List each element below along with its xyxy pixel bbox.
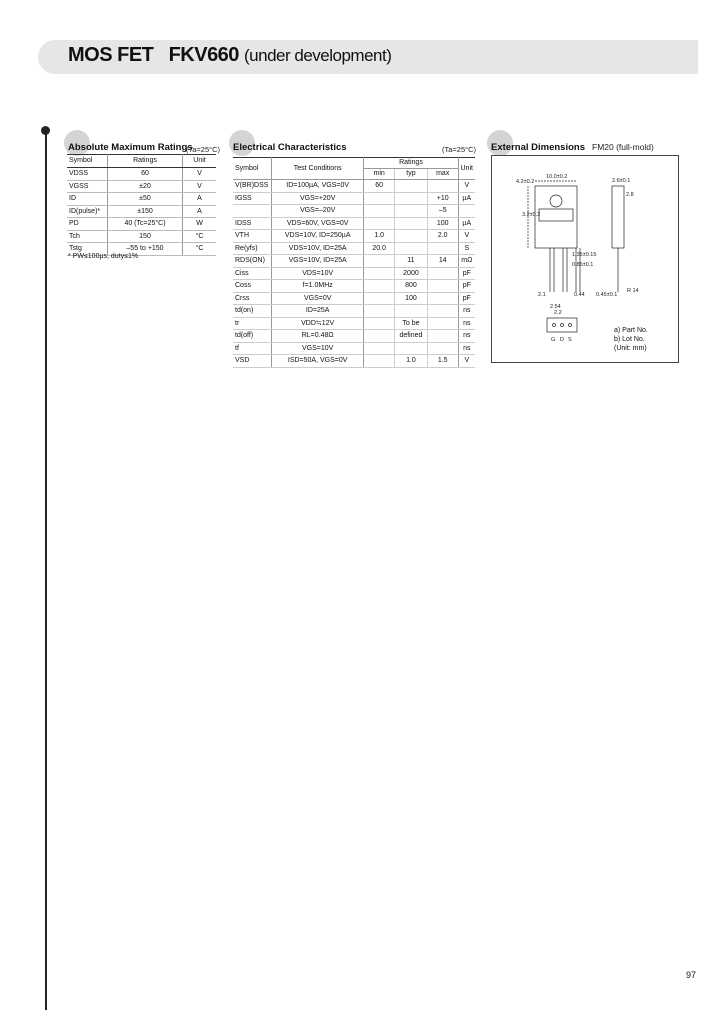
- dim-2-1: 2.1: [538, 292, 546, 298]
- ec-max: [427, 242, 458, 255]
- ec-test-condition: VGS=0V: [271, 292, 363, 305]
- ec-header-min: min: [364, 169, 395, 180]
- amr-row: [67, 205, 216, 218]
- ec-typ: 11: [395, 255, 428, 268]
- ec-min: 20.0: [364, 242, 395, 255]
- ec-title: Electrical Characteristics: [233, 142, 347, 153]
- ec-test-condition: VGS=10V, ID=25A: [271, 255, 363, 268]
- mounting-hole: [550, 195, 562, 207]
- amr-row: [67, 230, 216, 243]
- dim-0-45: 0.45±0.1: [596, 292, 618, 298]
- amr-row: [67, 180, 216, 193]
- amr-unit: V: [183, 180, 217, 193]
- pad-g: [553, 324, 556, 327]
- ec-symbol: V(BR)DSS: [233, 180, 271, 193]
- ec-test-condition: VGS=10V: [271, 342, 363, 355]
- dim-pos2: 2.8: [626, 192, 634, 198]
- amr-header-unit: Unit: [183, 155, 217, 168]
- page-title: [68, 44, 391, 67]
- ec-symbol: td(off): [233, 330, 271, 343]
- amr-rating: –55 to +150: [108, 243, 183, 256]
- pin-footprint: [547, 318, 577, 332]
- ec-typ: [395, 305, 428, 318]
- ec-max: [427, 280, 458, 293]
- ec-row: [233, 342, 475, 355]
- ec-symbol: Ciss: [233, 267, 271, 280]
- amr-unit: A: [183, 193, 217, 206]
- amr-symbol: PD: [67, 218, 108, 231]
- ec-test-condition: RL=0.48Ω: [271, 330, 363, 343]
- ec-unit: pF: [458, 292, 475, 305]
- amr-unit: °C: [183, 243, 217, 256]
- ec-min: [364, 330, 395, 343]
- dims-title: External Dimensions: [491, 142, 585, 153]
- dim-1-35: 1.35±0.15: [572, 252, 597, 258]
- ec-unit: S: [458, 242, 475, 255]
- ec-table: [233, 157, 475, 368]
- pad-s: [569, 324, 572, 327]
- ec-test-condition: f=1.0MHz: [271, 280, 363, 293]
- dim-0-85: 0.85±0.1: [572, 262, 594, 268]
- ec-min: [364, 255, 395, 268]
- dims-legend: [614, 326, 648, 353]
- ec-max: –5: [427, 205, 458, 218]
- margin-rule: [45, 130, 47, 1010]
- ec-condition: (Ta=25°C): [442, 145, 477, 154]
- part-number: FKV660: [168, 44, 239, 66]
- amr-footnote: * PW≤100µs, duty≤1%: [68, 253, 139, 260]
- ec-row: [233, 280, 475, 293]
- amr-header-symbol: Symbol: [67, 155, 108, 168]
- ec-symbol: [233, 205, 271, 218]
- ec-max: [427, 342, 458, 355]
- ec-typ: [395, 205, 428, 218]
- ec-test-condition: ID=100µA, VGS=0V: [271, 180, 363, 193]
- ec-header-typ: typ: [395, 169, 428, 180]
- ec-min: [364, 292, 395, 305]
- ec-header-row-1: [233, 158, 475, 169]
- ec-min: [364, 317, 395, 330]
- ec-symbol: IGSS: [233, 192, 271, 205]
- ec-typ: 800: [395, 280, 428, 293]
- ec-symbol: VSD: [233, 355, 271, 368]
- ec-max: [427, 317, 458, 330]
- ec-unit: V: [458, 230, 475, 243]
- ec-max: 2.0: [427, 230, 458, 243]
- ec-row: [233, 242, 475, 255]
- ec-header-max: max: [427, 169, 458, 180]
- amr-symbol: VGSS: [67, 180, 108, 193]
- amr-unit: W: [183, 218, 217, 231]
- ec-unit: mΩ: [458, 255, 475, 268]
- ec-max: 1.5: [427, 355, 458, 368]
- ec-test-condition: VGS=–20V: [271, 205, 363, 218]
- page-number: 97: [686, 970, 697, 980]
- title-main: MOS FET: [68, 44, 154, 66]
- ec-max: +10: [427, 192, 458, 205]
- ec-header-test: Test Conditions: [271, 158, 363, 180]
- legend-unit: (Unit: mm): [614, 345, 647, 352]
- dim-h1: 4.2±0.2: [516, 179, 535, 185]
- dim-width: 10.0±0.2: [546, 174, 568, 180]
- dim-hole: 3.2±0.2: [522, 212, 541, 218]
- ec-row: [233, 305, 475, 318]
- amr-row: [67, 168, 216, 181]
- amr-row: [67, 218, 216, 231]
- dim-0-44: 0.44: [574, 292, 585, 298]
- ec-min: 1.0: [364, 230, 395, 243]
- ec-header-ratings: Ratings: [364, 158, 458, 169]
- ec-unit: µA: [458, 217, 475, 230]
- pin-label-d: D: [560, 337, 564, 343]
- ec-max: [427, 330, 458, 343]
- ec-row: [233, 330, 475, 343]
- ec-min: [364, 342, 395, 355]
- dim-2-2: 2.2: [554, 310, 562, 316]
- ec-min: [364, 267, 395, 280]
- ec-test-condition: ID=25A: [271, 305, 363, 318]
- ec-unit: [458, 205, 475, 218]
- ec-test-condition: VDS=10V: [271, 267, 363, 280]
- amr-rating: ±150: [108, 205, 183, 218]
- ec-unit: V: [458, 355, 475, 368]
- ec-symbol: tf: [233, 342, 271, 355]
- ec-row: [233, 230, 475, 243]
- ec-header-symbol: Symbol: [233, 158, 271, 180]
- ec-row: [233, 292, 475, 305]
- ec-typ: defined: [395, 330, 428, 343]
- pin-label-s: S: [568, 337, 572, 343]
- ec-max: [427, 292, 458, 305]
- ec-symbol: RDS(ON): [233, 255, 271, 268]
- ec-row: [233, 192, 475, 205]
- pin-label-g: G: [551, 337, 556, 343]
- ec-test-condition: VDS=10V, ID=250µA: [271, 230, 363, 243]
- part-marking-area: [539, 209, 573, 221]
- ec-test-condition: VDS=10V, ID=25A: [271, 242, 363, 255]
- ec-row: [233, 180, 475, 193]
- package-outline-drawing: [492, 156, 678, 362]
- amr-unit: A: [183, 205, 217, 218]
- amr-table: [67, 154, 216, 256]
- amr-rating: 40 (Tc=25°C): [108, 218, 183, 231]
- ec-typ: [395, 242, 428, 255]
- ec-row: [233, 355, 475, 368]
- amr-rating: ±50: [108, 193, 183, 206]
- ec-unit: ns: [458, 342, 475, 355]
- ec-min: [364, 355, 395, 368]
- margin-bullet: [41, 126, 50, 135]
- amr-condition: (Ta=25°C): [186, 145, 221, 154]
- ec-typ: [395, 192, 428, 205]
- amr-rating: ±20: [108, 180, 183, 193]
- dimension-drawing: [491, 155, 679, 363]
- amr-row: [67, 193, 216, 206]
- ec-min: [364, 205, 395, 218]
- ec-row: [233, 317, 475, 330]
- amr-rating: 150: [108, 230, 183, 243]
- ec-typ: 1.0: [395, 355, 428, 368]
- amr-header-ratings: Ratings: [108, 155, 183, 168]
- ec-typ: 2000: [395, 267, 428, 280]
- ec-unit: pF: [458, 280, 475, 293]
- ec-typ: [395, 342, 428, 355]
- ec-max: 14: [427, 255, 458, 268]
- ec-min: [364, 305, 395, 318]
- ec-test-condition: VGS=+20V: [271, 192, 363, 205]
- dim-r14: R 14: [627, 288, 639, 294]
- ec-max: [427, 180, 458, 193]
- amr-header-row: [67, 155, 216, 168]
- ec-unit: pF: [458, 267, 475, 280]
- amr-rating: 60: [108, 168, 183, 181]
- ec-header-unit: Unit: [458, 158, 475, 180]
- ec-test-condition: ISD=50A, VGS=0V: [271, 355, 363, 368]
- ec-test-condition: VDD≒12V: [271, 317, 363, 330]
- ec-symbol: td(on): [233, 305, 271, 318]
- amr-title: Absolute Maximum Ratings: [68, 142, 193, 153]
- amr-unit: V: [183, 168, 217, 181]
- ec-max: [427, 267, 458, 280]
- ec-symbol: Crss: [233, 292, 271, 305]
- amr-unit: °C: [183, 230, 217, 243]
- ec-typ: [395, 217, 428, 230]
- ec-min: [364, 217, 395, 230]
- ec-row: [233, 267, 475, 280]
- ec-typ: [395, 180, 428, 193]
- amr-symbol: VDSS: [67, 168, 108, 181]
- amr-symbol: Tch: [67, 230, 108, 243]
- title-subtitle: (under development): [244, 46, 392, 65]
- amr-symbol: Tstg: [67, 243, 108, 256]
- ec-unit: ns: [458, 305, 475, 318]
- ec-symbol: IDSS: [233, 217, 271, 230]
- ec-typ: To be: [395, 317, 428, 330]
- ec-max: 100: [427, 217, 458, 230]
- ec-symbol: VTH: [233, 230, 271, 243]
- ec-min: [364, 192, 395, 205]
- amr-symbol: ID(pulse)*: [67, 205, 108, 218]
- pad-d: [561, 324, 564, 327]
- ec-typ: [395, 230, 428, 243]
- legend-part-no: a) Part No.: [614, 327, 648, 334]
- ec-min: [364, 280, 395, 293]
- ec-row: [233, 205, 475, 218]
- ec-symbol: Coss: [233, 280, 271, 293]
- ec-row: [233, 217, 475, 230]
- ec-test-condition: VDS=60V, VGS=0V: [271, 217, 363, 230]
- ec-unit: V: [458, 180, 475, 193]
- ec-symbol: Re(yfs): [233, 242, 271, 255]
- dim-2-54: 2.54: [550, 304, 561, 310]
- ec-symbol: tr: [233, 317, 271, 330]
- ec-row: [233, 255, 475, 268]
- amr-symbol: ID: [67, 193, 108, 206]
- ec-unit: µA: [458, 192, 475, 205]
- ec-unit: ns: [458, 317, 475, 330]
- ec-unit: ns: [458, 330, 475, 343]
- side-view-body: [612, 186, 624, 248]
- dim-pos1: 2.6±0.1: [612, 178, 631, 184]
- ec-min: 60: [364, 180, 395, 193]
- dims-package: FM20 (full-mold): [592, 142, 654, 152]
- legend-lot-no: b) Lot No.: [614, 336, 645, 343]
- ec-typ: 100: [395, 292, 428, 305]
- ec-max: [427, 305, 458, 318]
